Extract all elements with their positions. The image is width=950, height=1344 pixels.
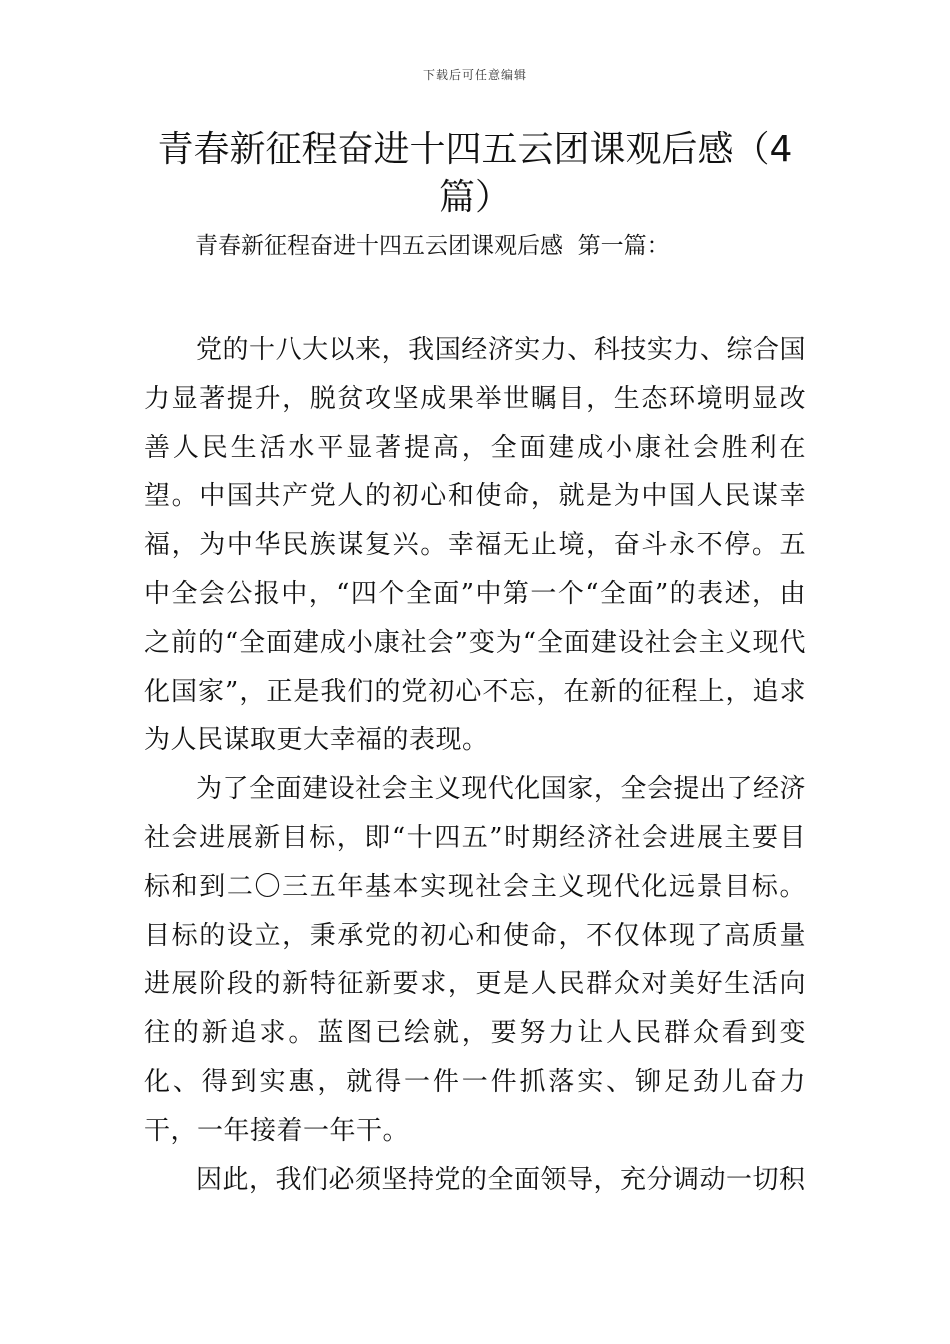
section-heading: 青春新征程奋进十四五云团课观后感 第一篇： <box>195 233 670 259</box>
paragraph-3: 因此，我们必须坚持党的全面领导，充分调动一切积 <box>196 1164 806 1195</box>
document-title: 青春新征程奋进十四五云团课观后感（4篇） <box>157 129 793 218</box>
paragraph-1: 党的十八大以来，我国经济实力、科技实力、综合国力显著提升，脱贫攻坚成果举世瞩目，生态环境明显改善人民生活水平显著提高，全面建成小康社会胜利在望。中国共产党人的初心和使命，就是为中国人民谋幸福，为中华民族谋复兴。幸福无止境，奋斗永不停。五中全会公报中，“四个全面”中第一个“全面”的表述，由之前的“全面建成小康社会”变为“全面建设社会主义现代化国家”，正是我们的党初心不忘，在新的征程上，追求为人民谋取更大幸福的表现。 <box>144 335 806 756</box>
header-note: 下载后可任意编辑 <box>422 68 527 82</box>
body-text <box>144 326 806 1204</box>
paragraph-2: 为了全面建设社会主义现代化国家，全会提出了经济社会进展新目标，即“十四五”时期经济社会进展主要目标和到二〇三五年基本实现社会主义现代化远景目标。目标的设立，秉承党的初心和使命，不仅体现了高质量进展阶段的新特征新要求，更是人民群众对美好生活向往的新追求。蓝图已绘就，要努力让人民群众看到变化、得到实惠，就得一件一件抓落实、铆足劲儿奋力干，一年接着一年干。 <box>144 774 806 1146</box>
